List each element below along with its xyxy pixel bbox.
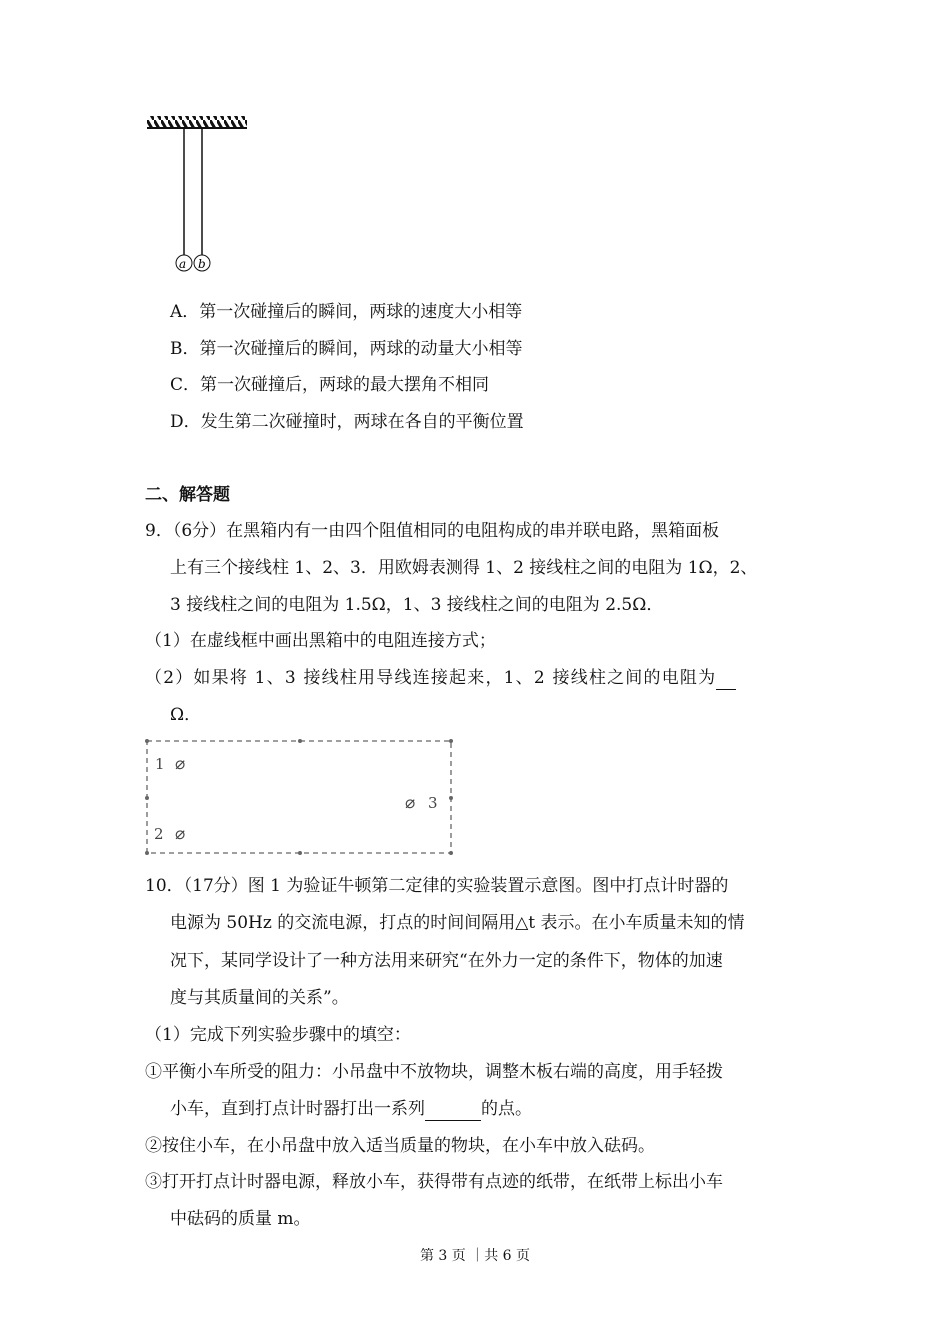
- q9-question-2: （2）如果将 1、3 接线柱用导线连接起来，1、2 接线柱之间的电阻为: [145, 668, 717, 688]
- q10-text: 的点。: [481, 1099, 532, 1119]
- q9-line: 3 接线柱之间的电阻为 1.5Ω，1、3 接线柱之间的电阻为 2.5Ω．: [170, 595, 664, 615]
- option-c: C．第一次碰撞后，两球的最大摆角不相同: [170, 375, 490, 395]
- ball-b-label: b: [198, 257, 206, 271]
- q10-line: ③打开打点计时器电源，释放小车，获得带有点迹的纸带，在纸带上标出小车: [145, 1172, 723, 1192]
- section-title: 二、解答题: [145, 485, 230, 505]
- q10-line: ①平衡小车所受的阻力：小吊盘中不放物块，调整木板右端的高度，用手轻拨: [145, 1062, 723, 1082]
- option-a: A．第一次碰撞后的瞬间，两球的速度大小相等: [170, 302, 523, 322]
- black-box-diagram: [140, 735, 460, 860]
- q10-line: ②按住小车，在小吊盘中放入适当质量的物块，在小车中放入砝码。: [145, 1136, 655, 1156]
- q9-unit: Ω．: [170, 705, 202, 725]
- q9-line: 9．（6分）在黑箱内有一由四个阻值相同的电阻构成的串并联电路，黑箱面板: [145, 521, 720, 541]
- q10-line: 10．（17分）图 1 为验证牛顿第二定律的实验装置示意图。图中打点计时器的: [145, 876, 729, 896]
- q10-line: 电源为 50Hz 的交流电源，打点的时间间隔用△t 表示。在小车质量未知的情: [170, 913, 745, 933]
- q9-line: （1）在虚线框中画出黑箱中的电阻连接方式；: [145, 631, 496, 651]
- terminal-3-label: 3: [428, 794, 438, 812]
- option-d: D．发生第二次碰撞时，两球在各自的平衡位置: [170, 412, 524, 432]
- terminal-1-icon: ⌀: [175, 754, 186, 774]
- q10-line: （1）完成下列实验步骤中的填空：: [145, 1025, 411, 1045]
- q10-line: [170, 1098, 532, 1121]
- terminal-1-label: 1: [155, 755, 165, 773]
- q10-text: 小车，直到打点计时器打出一系列: [170, 1099, 425, 1119]
- ball-a-label: a: [179, 257, 187, 271]
- q10-line: 中砝码的质量 m。: [170, 1209, 311, 1229]
- answer-blank: [716, 667, 736, 690]
- page-footer: 第 3 页 ｜共 6 页: [419, 1248, 531, 1264]
- q10-line: 况下，某同学设计了一种方法用来研究“在外力一定的条件下，物体的加速: [170, 951, 723, 971]
- terminal-2-icon: ⌀: [175, 824, 186, 844]
- q9-line: [145, 667, 736, 690]
- answer-blank: [425, 1098, 481, 1121]
- q9-line: 上有三个接线柱 1、2、3．用欧姆表测得 1、2 接线柱之间的电阻为 1Ω，2、: [170, 558, 758, 578]
- terminal-3-icon: ⌀: [405, 793, 416, 813]
- terminal-2-label: 2: [154, 825, 164, 843]
- option-b: B．第一次碰撞后的瞬间，两球的动量大小相等: [170, 339, 523, 359]
- pendulum-figure: [140, 108, 260, 278]
- q10-line: 度与其质量间的关系”。: [170, 988, 349, 1008]
